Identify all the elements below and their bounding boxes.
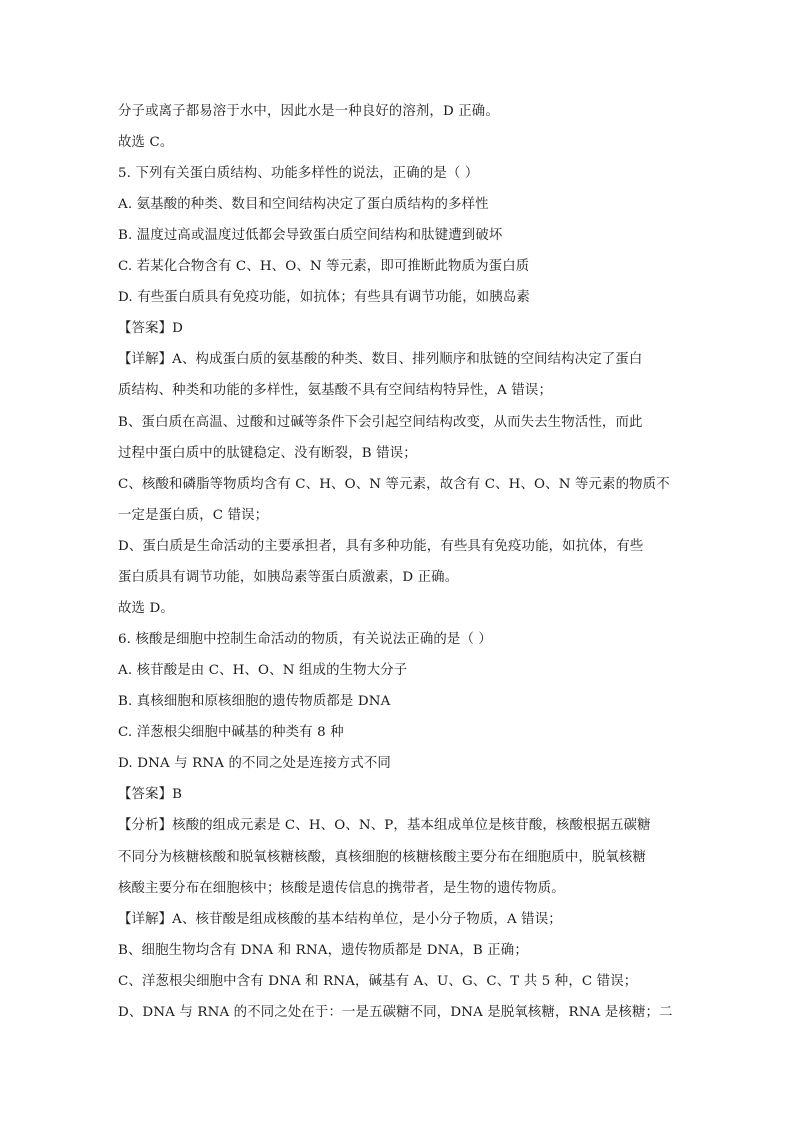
question-6-answer: 【答案】B	[118, 787, 183, 802]
text-line: 核酸主要分布在细胞核中；核酸是遗传信息的携带者，是生物的遗传物质。	[118, 881, 565, 896]
text-line: 故选 D。	[118, 601, 174, 616]
question-5-option-c: C. 若某化合物含有 C、H、O、N 等元素，即可推断此物质为蛋白质	[118, 259, 530, 274]
text-line: B、蛋白质在高温、过酸和过碱等条件下会引起空间结构改变，从而失去生物活性，而此	[118, 415, 643, 430]
text-line: 分子或离子都易溶于水中，因此水是一种良好的溶剂，D 正确。	[118, 104, 499, 119]
text-line: 故选 C。	[118, 135, 174, 150]
question-6-option-d: D. DNA 与 RNA 的不同之处是连接方式不同	[118, 756, 391, 771]
question-6-stem: 6. 核酸是细胞中控制生命活动的物质，有关说法正确的是（ ）	[118, 632, 492, 647]
question-6-option-b: B. 真核细胞和原核细胞的遗传物质都是 DNA	[118, 694, 391, 709]
text-line: 质结构、种类和功能的多样性，氨基酸不具有空间结构特异性，A 错误；	[118, 383, 552, 398]
text-line: B、细胞生物均含有 DNA 和 RNA，遗传物质都是 DNA，B 正确；	[118, 943, 528, 958]
text-line: 不同分为核糖核酸和脱氧核糖核酸，真核细胞的核糖核酸主要分布在细胞质中，脱氧核糖	[118, 850, 647, 865]
text-line: 蛋白质具有调节功能，如胰岛素等蛋白质激素，D 正确。	[118, 570, 459, 585]
question-5-option-d: D. 有些蛋白质具有免疫功能，如抗体；有些具有调节功能，如胰岛素	[118, 290, 530, 305]
question-5-option-a: A. 氨基酸的种类、数目和空间结构决定了蛋白质结构的多样性	[118, 197, 489, 212]
question-6-explanation: 【详解】A、核苷酸是组成核酸的基本结构单位，是小分子物质，A 错误；	[118, 912, 562, 927]
text-line: C、核酸和磷脂等物质均含有 C、H、O、N 等元素，故含有 C、H、O、N 等元素的物质不	[118, 477, 670, 492]
text-line: 过程中蛋白质中的肽键稳定、没有断裂，B 错误；	[118, 446, 417, 461]
text-line: C、洋葱根尖细胞中含有 DNA 和 RNA，碱基有 A、U、G、C、T 共 5 种，C 错误；	[118, 974, 638, 989]
question-5-explanation: 【详解】A、构成蛋白质的氨基酸的种类、数目、排列顺序和肽链的空间结构决定了蛋白	[118, 352, 643, 367]
question-5-option-b: B. 温度过高或温度过低都会导致蛋白质空间结构和肽键遭到破坏	[118, 228, 503, 243]
question-6-option-a: A. 核苷酸是由 C、H、O、N 组成的生物大分子	[118, 663, 408, 678]
question-6-analysis: 【分析】核酸的组成元素是 C、H、O、N、P，基本组成单位是核苷酸，核酸根据五碳糖	[118, 818, 651, 833]
question-5-answer: 【答案】D	[118, 321, 184, 336]
text-line: 一定是蛋白质，C 错误；	[118, 508, 269, 523]
question-5-stem: 5. 下列有关蛋白质结构、功能多样性的说法，正确的是（ ）	[118, 166, 479, 181]
text-line: D、DNA 与 RNA 的不同之处在于：一是五碳糖不同，DNA 是脱氧核糖，RNA 是核糖；二	[118, 1005, 673, 1020]
text-line: D、蛋白质是生命活动的主要承担者，具有多种功能，有些具有免疫功能，如抗体，有些	[118, 539, 644, 554]
question-6-option-c: C. 洋葱根尖细胞中碱基的种类有 8 种	[118, 725, 344, 740]
